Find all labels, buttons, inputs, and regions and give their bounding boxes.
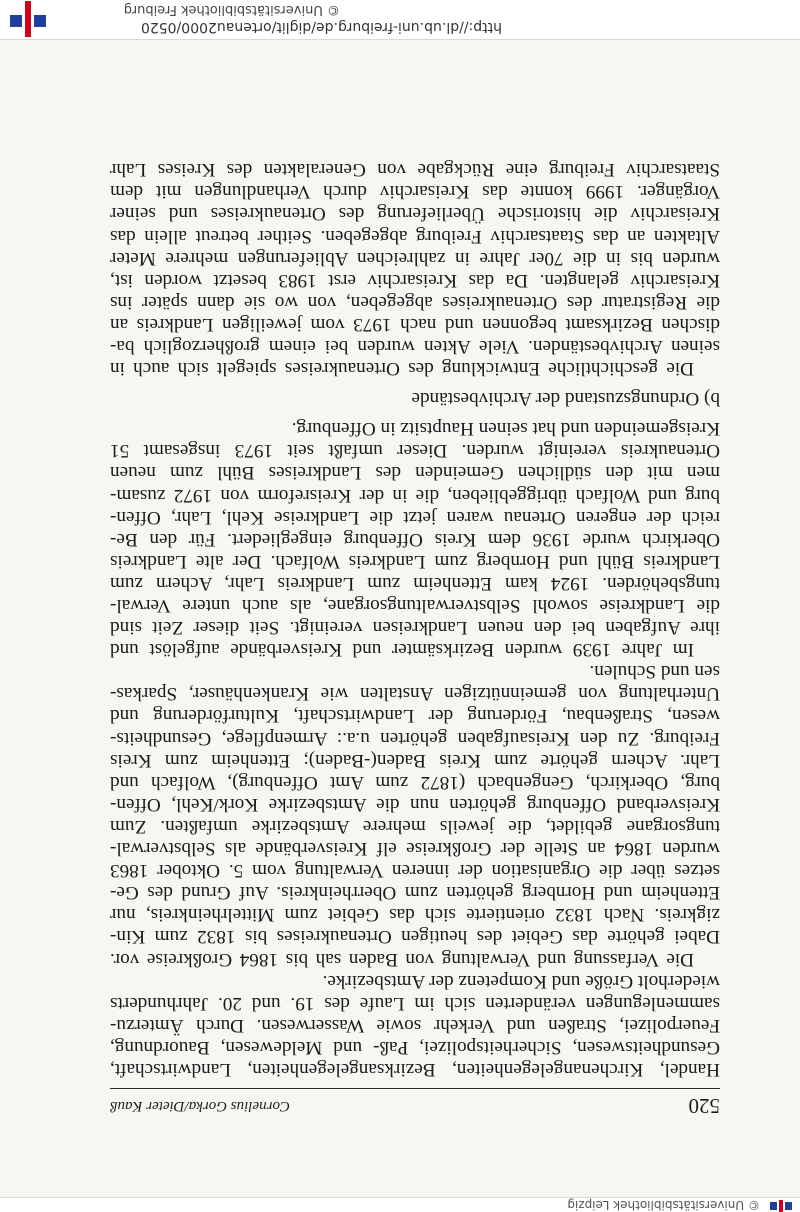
text-line: Ettenheim und Hornberg gehörten zum Oberrheinkreis. Auf Grund des Ge- xyxy=(110,882,720,904)
text-line: Kreisarchiv gelangten. Da das Kreisarchiv erst 1983 besetzt worden ist, xyxy=(110,269,720,291)
text-line: Gesundheitswesen, Sicherheitspolizei, Paß- und Meldewesen, Bauordnung, xyxy=(110,1036,720,1058)
text-line: Ortenaukreis vereinigt wurden. Dieser umfaßt seit 1973 insgesamt 51 xyxy=(110,440,720,462)
text-line: sammenlegungen veränderten sich im Laufe des 19. und 20. Jahrhunderts xyxy=(110,992,720,1014)
bottom-watermark-strip xyxy=(0,0,800,40)
text-line: die Registratur des Ortenaukreises abgegeben, von wo sie dann später ins xyxy=(110,291,720,313)
running-head: Cornelius Gorka/Dieter Kauß xyxy=(110,1098,290,1114)
text-line: burg und Wolfach übriggeblieben, die in der Kreisreform von 1972 zusam- xyxy=(110,484,720,506)
text-line: sen und Schulen. xyxy=(589,661,720,683)
text-line: Kreisgemeinden und hat seinen Hauptsitz in Offenburg. xyxy=(291,418,720,440)
header-rule xyxy=(110,1088,720,1089)
text-line: wurden bis in die 70er Jahre in zahlreichen Ablieferungen mehrere Meter xyxy=(110,247,720,269)
text-line: Vorgänger. 1999 konnte das Kreisarchiv durch Verhandlungen mit dem xyxy=(110,181,720,203)
paragraph-2-end xyxy=(110,660,720,682)
text-line: dischen Bezirksamt begonnen und nach 1973 vom jeweiligen Landkreis an xyxy=(110,313,720,335)
text-line: Dabei gehörte das Gebiet des heutigen Ortenaukreises bis 1832 zum Kin- xyxy=(110,926,720,948)
text-line: Freiburg. Zu den Kreisaufgaben gehörten u.a.: Armenpflege, Gesundheits- xyxy=(110,727,720,749)
text-line: Handel, Kirchenangelegenheiten, Bezirksangelegenheiten, Landwirtschaft, xyxy=(110,1059,720,1080)
text-line: wiederholt Größe und Kompetenz der Amtsbezirke. xyxy=(322,970,720,992)
text-line: Kreisverband Offenburg gehörten nun die Amtsbezirke Kork/Kehl, Offen- xyxy=(110,793,720,815)
text-line: ihre Aufgaben bei den neuen Landkreisen vereinigt. Seit dieser Zeit sind xyxy=(110,617,720,639)
text-line: seinen Archivbeständen. Viele Akten wurden bei einem großherzoglich ba- xyxy=(110,336,720,357)
top-watermark-strip xyxy=(0,1197,800,1212)
text-line: burg, Oberkirch, Gengenbach (1872 zum Amt Offenburg), Wolfach und xyxy=(110,771,720,793)
text-line: Im Jahre 1939 wurden Bezirksämter und Kreisverbände aufgelöst und xyxy=(110,639,694,661)
text-line: setzes über die Organisation der inneren Verwaltung vom 5. Oktober 1863 xyxy=(110,860,720,882)
text-line: wesen, Straßenbau, Förderung der Landwirtschaft, Kulturförderung und xyxy=(110,705,720,727)
bottom-credit: © Universitätsbibliothek Freiburg xyxy=(123,2,340,17)
paragraph-2 xyxy=(110,682,720,969)
text-line: Die Verfassung und Verwaltung von Baden sah bis 1864 Großkreise vor. xyxy=(110,948,694,970)
text-line: Unterhaltung von gemeinnützigen Anstalten wie Krankenhäuser, Sparkas- xyxy=(110,683,720,705)
university-logo-icon xyxy=(8,1,48,37)
text-line: Oberkirch wurde 1936 dem Kreis Offenburg eingegliedert. Für den Be- xyxy=(110,528,720,550)
top-credit: © Universitätsbibliothek Leipzig xyxy=(567,1198,760,1212)
text-line: wurden 1864 an Stelle der Großkreise elf Kreisverbände als Selbstverwal- xyxy=(110,838,720,860)
page-header xyxy=(110,1092,720,1118)
paragraph-3 xyxy=(110,439,720,660)
text-line: tungsbehörden. 1924 kam Ettenheim zum Landkreis Lahr, Achern zum xyxy=(110,572,720,594)
text-line: reich der engeren Ortenau waren jetzt die Landkreise Kehl, Lahr, Offen- xyxy=(110,506,720,528)
library-logo-icon xyxy=(768,1200,794,1212)
text-line: men mit den südlichen Gemeinden des Landkreises Bühl zum neuen xyxy=(110,462,720,484)
section-heading xyxy=(110,387,720,409)
text-line: Lahr. Achern gehörte zum Kreis Baden(-Baden); Ettenheim zum Kreis xyxy=(110,749,720,771)
paragraph-3-end xyxy=(110,417,720,439)
text-line: Feuerpolizei, Straßen und Verkehr sowie Wasserwesen. Durch Ämterzu- xyxy=(110,1014,720,1036)
text-line: b) Ordnungszustand der Archivbestände xyxy=(411,388,720,410)
paragraph-1 xyxy=(110,992,720,1080)
text-line: zigkreis. Nach 1832 orientierte sich das Gebiet zum Mittelrheinkreis, nur xyxy=(110,904,720,926)
text-line: Altakten an das Staatsarchiv Freiburg abgegeben. Seither betreut allein das xyxy=(110,225,720,247)
body-text xyxy=(110,158,720,1080)
paragraph-4 xyxy=(110,158,720,379)
text-line: die Landkreise sowohl Selbstverwaltungsorgane, als auch untere Verwal- xyxy=(110,595,720,617)
text-line: Die geschichtliche Entwicklung des Ortenaukreises spiegelt sich auch in xyxy=(110,358,694,380)
text-line: Landkreis Bühl und Hornberg zum Landkreis Wolfach. Der alte Landkreis xyxy=(110,550,720,572)
text-line: tungsorgane gebildet, die jeweils mehrere Amtsbezirke umfaßten. Zum xyxy=(110,815,720,837)
page-number: 520 xyxy=(688,1094,720,1118)
text-line: Staatsarchiv Freiburg eine Rückgabe von Generalakten des Kreises Lahr xyxy=(110,159,720,181)
text-line: Kreisarchiv die historische Überlieferung des Ortenaukreises und seiner xyxy=(110,203,720,225)
source-url[interactable]: http://dl.ub.uni-freiburg.de/diglit/ortenau2000/0520 xyxy=(140,19,502,35)
paragraph-1-end xyxy=(110,970,720,992)
